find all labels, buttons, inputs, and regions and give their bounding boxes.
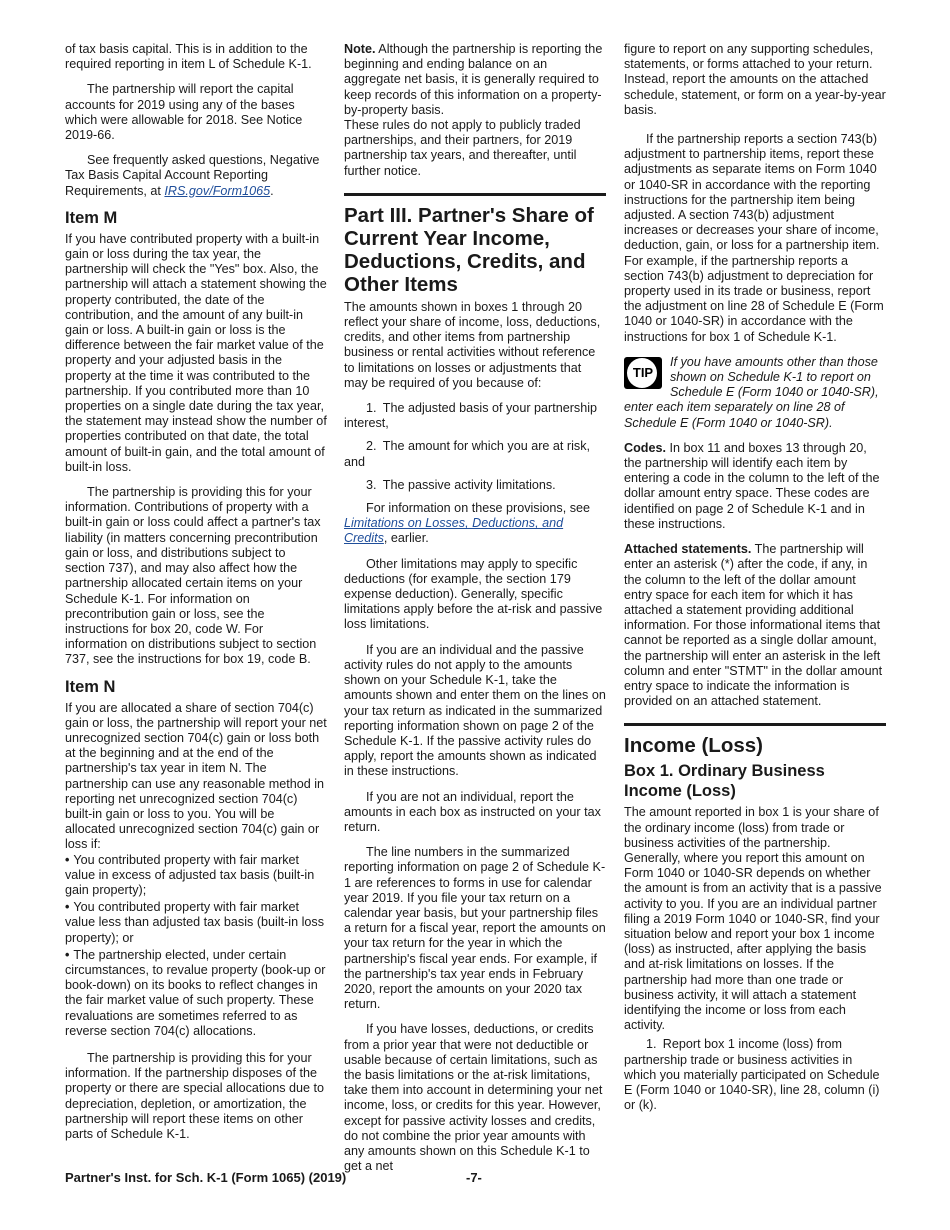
- page-number: -7-: [466, 1170, 482, 1185]
- irs-form1065-link[interactable]: IRS.gov/Form1065: [164, 183, 271, 198]
- paragraph: [344, 501, 606, 547]
- text: The partnership will enter an asterisk (*) after the code, if any, in the column to the left of the dollar amount entry space for each item for which it has attached a statement providing additional information. For those informational items that cannot be reported as a single dollar amount, the partnership will enter an asterisk in the left column and enter "STMT" in the dollar amount entry space to indicate the information is provided on an attached statement.: [624, 542, 883, 709]
- codes-label: Codes.: [624, 440, 666, 455]
- column-3: [624, 42, 886, 1121]
- list-item: 3. The passive activity limitations.: [366, 477, 556, 492]
- column-2: [344, 42, 606, 1184]
- attached-label: Attached statements.: [624, 542, 752, 557]
- text: Although the partnership is reporting the beginning and ending balance on an aggregate net basis, it is generally required to keep records of this information on a property-by-property basis.: [344, 42, 603, 117]
- paragraph: If you are not an individual, report the amounts in each box as instructed on your tax return.: [344, 789, 601, 834]
- paragraph: [65, 153, 327, 199]
- item-n-heading: Item N: [65, 677, 116, 696]
- tip-block: [624, 355, 886, 431]
- list-item: [65, 900, 327, 946]
- part-iii-heading: Part III. Partner's Share of Current Year Income, Deductions, Credits, and Other Items: [344, 193, 606, 296]
- paragraph: If the partnership reports a section 743(b) adjustment to partnership items, report these adjustments as separate items on Form 1040 or 1040-SR in accordance with the reporting instructions for the partnership item being adjusted. A section 743(b) adjustment increases or decreases your share of income, deduction, gain, or loss for a partnership item. For example, if the partnership reports a section 743(b) adjustment to depreciation for property used in its trade or business, report the adjustment on line 28 of Schedule E (Form 1040 or 1040-SR) in accordance with the instructions for box 1 of Schedule K-1.: [624, 132, 884, 344]
- attached-statements-paragraph: [624, 542, 886, 709]
- paragraph: of tax basis capital. This is in addition to the required reporting in item L of Schedule K-1.: [65, 42, 312, 72]
- paragraph: The partnership is providing this for your information. Contributions of property with a built-in gain or loss could affect a partner's tax liability (in matters concerning precontribution gain or loss, and distributions subject to section 737), and may also affect how the partnership allocated certain items on your Schedule K-1. For information on precontribution gain or loss, see the instructions for box 20, code W. For information on distributions subject to section 737, see the instructions for box 19, code B.: [65, 485, 321, 667]
- list-item-text: You contributed property with fair market value in excess of adjusted tax basis (built-in gain property);: [65, 852, 315, 897]
- list-item: 2. The amount for which you are at risk, and: [344, 439, 590, 469]
- paragraph: If you have contributed property with a built-in gain or loss during the tax year, the partnership will check the "Yes" box. Also, the partnership will attach a statement showing the property contributed, the date of the contribution, and the amount of any built-in gain or loss. A built-in gain or loss is the difference between the fair market value of the property and your adjusted basis in the property at the time it was contributed to the partnership. If you contributed more than 10 properties on a single date during the tax year, the statement may instead show the number of properties contributed on that date, the total amount of built-in gain, and the total amount of built-in loss.: [65, 231, 327, 474]
- paragraph: These rules do not apply to publicly traded partnerships, and their partners, for 2019 partnership tax years, and thereafter, until further notice.: [344, 118, 581, 178]
- paragraph: The line numbers in the summarized reporting information on page 2 of Schedule K-1 are references to forms in use for calendar year 2019. If you file your tax return on a calendar year basis, but your partnership files a return for a fiscal year, report the amounts on your tax return for the year in which the partnership's fiscal year ends. For example, if the partnership's tax year ends in February 2020, report the amounts on your 2020 tax return.: [344, 845, 606, 1012]
- tip-icon: [624, 357, 664, 391]
- list-item: [65, 948, 327, 1039]
- text: .: [270, 183, 274, 198]
- limitations-link[interactable]: Limitations on Losses, Deductions, and Credits: [344, 516, 564, 546]
- list-item-text: The partnership elected, under certain circumstances, to revalue property (book-up or book-down) on its books to reflect changes in the fair market value of such property. These revaluations are sometimes referred to as reverse section 704(c) allocations.: [65, 947, 326, 1038]
- tip-text: If you have amounts other than those shown on Schedule K-1 to report on Schedule E (Form 1040 or 1040-SR), enter each item separately on line 28 of Schedule E (Form 1040 or 1040-SR).: [624, 354, 879, 430]
- box1-heading: Box 1. Ordinary Business Income (Loss): [624, 762, 825, 801]
- paragraph: If you are an individual and the passive activity rules do not apply to the amounts shown on your Schedule K-1, take the amounts shown and enter them on the lines on your tax return as indicated in the summarized reporting information shown on page 2 of the Schedule K-1. If the passive activity rules do apply, report the amounts shown as indicated in these instructions.: [344, 642, 606, 779]
- paragraph: The partnership will report the capital accounts for 2019 using any of the bases which were allowable for 2018. See Notice 2019-66.: [65, 82, 303, 143]
- list-item: [65, 853, 327, 899]
- paragraph: The amounts shown in boxes 1 through 20 reflect your share of income, loss, deductions, credits, and other items from partnership business or rental activities without reference to limitations on losses or adjustments that may be required of you because of:: [344, 299, 601, 390]
- list-item: 1. The adjusted basis of your partnership interest,: [344, 401, 598, 431]
- note-paragraph: [344, 42, 606, 118]
- codes-paragraph: [624, 441, 886, 532]
- column-1: [65, 42, 327, 1152]
- bullet-icon: •: [65, 852, 70, 867]
- footer-title: Partner's Inst. for Sch. K-1 (Form 1065) (2019): [65, 1170, 347, 1185]
- paragraph: If you have losses, deductions, or credits from a prior year that were not deductible or usable because of certain limitations, such as the basis limitations or the at-risk limitations, take them into account in determining your net income, loss, or credits for this year. However, except for passive activity losses and credits, do not combine the prior year amounts with any amounts shown on this Schedule K-1 to get a net: [344, 1022, 603, 1174]
- paragraph: The amount reported in box 1 is your share of the ordinary income (loss) from trade or business activities of the partnership. Generally, where you report this amount on Form 1040 or 1040-SR depends on whether the amount is from an activity that is a passive activity to you. If you are an individual partner filing a 2019 Form 1040 or 1040-SR, find your situation below and report your box 1 income (loss) as instructed, after applying the basis and at-risk limitations on losses. If the partnership had more than one trade or business activity, it will attach a statement identifying the income or loss from each activity.: [624, 805, 882, 1033]
- text: In box 11 and boxes 13 through 20, the partnership will identify each item by entering a code in the column to the left of the dollar amount entry space. These codes are identified on page 2 of Schedule K-1 and in these instructions.: [624, 440, 880, 531]
- text: , earlier.: [383, 531, 429, 546]
- paragraph: Other limitations may apply to specific deductions (for example, the section 179 expense deduction). Generally, specific limitations apply before the at-risk and passive loss limitations.: [344, 556, 603, 632]
- text: See frequently asked questions, Negative Tax Basis Capital Account Reporting Requirements, at: [65, 153, 320, 198]
- tip-label: TIP: [632, 364, 654, 380]
- paragraph: If you are allocated a share of section 704(c) gain or loss, the partnership will report your net unrecognized section 704(c) gain or loss both at the beginning and at the end of the partnership's tax year in item N. The partnership can use any reasonable method in reporting net unrecognized section 704(c) built-in gain or loss to you. You will be allocated unrecognized section 704(c) gain or loss if:: [65, 700, 327, 852]
- paragraph: The partnership is providing this for your information. If the partnership disposes of the property or there are special allocations due to depreciation, depletion, or amortization, the partnership will report these items on other parts of Schedule K-1.: [65, 1050, 325, 1141]
- income-loss-heading: Income (Loss): [624, 723, 886, 757]
- item-m-heading: Item M: [65, 208, 118, 227]
- bullet-icon: •: [65, 900, 70, 915]
- list-item-text: You contributed property with fair market value less than adjusted tax basis (built-in loss property); or: [65, 900, 325, 945]
- text: For information on these provisions, see: [366, 501, 591, 516]
- paragraph: figure to report on any supporting schedules, statements, or forms attached to your return. Instead, report the amounts on the attached schedule, statement, or form on a year-by-year basis.: [624, 42, 886, 117]
- note-label: Note.: [344, 42, 376, 56]
- bullet-icon: •: [65, 947, 70, 962]
- list-item: 1. Report box 1 income (loss) from partnership trade or business activities in which you materially participated on Schedule E (Form 1040 or 1040-SR), line 28, column (i) or (k).: [624, 1037, 880, 1113]
